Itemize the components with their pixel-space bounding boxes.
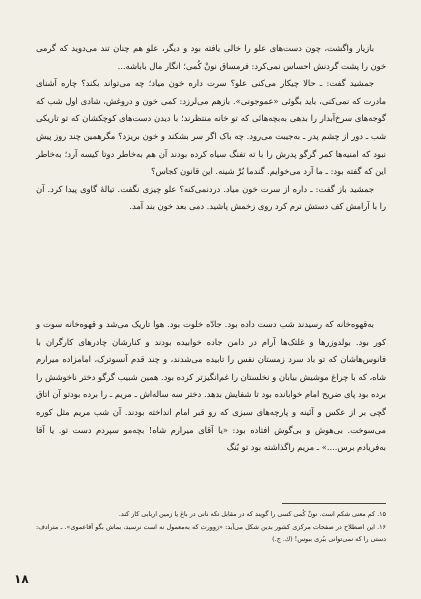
- footnote: ۱۵. کم معنی شکم است. نونْ کُمی کسی را گویند که در مقابل تکه نانی در باغ یا زمین اربابی کار کند.: [118, 510, 386, 518]
- page-number: ۱۸: [14, 572, 29, 586]
- body-text-upper: [36, 40, 386, 216]
- paragraph: به‌قهوه‌خانه که رسیدند شب دست داده بود. جادّه خلوت بود. هوا تاریک می‌شد و قهوه‌خانه سوت و کور بود. بولدوزرها و غلتک‌ها آرام در دامن جاده خوابیده بودند و کنارشان چادرهای کارگران با فانوس‌هاشان که تو باد سرد زمستان نفس را تابیده می‌شدند، و چند قدم آنسوترک، امامزاده میرارم شاه، که با چراغ موشیش بیابان و نخلستان را غم‌انگیزتر کرده بود. همین شبیب گرگو دختر ناخوشش را برده بود پای ضریح امام خوابانده بود تا شفایش بدهد. دختر سه ساله‌اش ـ مریم ـ را برده بودتو آن اتاق گچی بر از عکس و آئینه و پارچه‌های سبزی که رو قبر امام انداخته بودند. آن شب مریم مثل کوره می‌سوخت. بی‌هوش و بی‌گوش افتاده بود: «یا آقای میرارم شاه! بچه‌مو سپردم دست تو. یا آقا به‌فریادم برس....» ـ مریم راگذاشته بود تو بُنگ: [36, 319, 386, 453]
- footnotes: [36, 508, 386, 546]
- footnote-divider: [282, 503, 386, 504]
- body-text-lower: [36, 316, 386, 457]
- paragraph: بازیار واگشت، چون دست‌های علو را خالی یافته بود و دیگر، علو هم چنان تند می‌دوید که گرمی خون را پشت گردنش احساس نمی‌کرد: فرمساق نونْ کُمی؛ انگار مال باباشه...: [36, 43, 386, 71]
- paragraph: جمشید باز گفت: ـ داره از سرت خون میاد. دردنمی‌کنه؟ علو چیزی نگفت. تیالهٔ گاوی پیدا کرد. آن را با آرامش کف دستش نرم کرد روی زخمش پاشید. دمی بعد خون بند آمد.: [36, 183, 386, 212]
- paragraph: جمشید گفت: ـ حالا چیکار می‌کنی علو؟ سرت داره خون میاد؛ چه می‌تواند بکند؟ چاره آشنای مادرت که نمی‌کنی، باید بگوئی «عموجونی». بازهم می‌لرزد: کمی خون و دروغش، شادی اول شب که گوجه‌های سرخ‌آبدار را بدهی به‌بچه‌هائی که تو خانه منتظرند؛ با دیدن دست‌های کوچکشان که تو تاریکی شب ـ دور از چشم پدر ـ به‌جیبت می‌رود. چه باک اگر سر بشکند و خون بریزد؟ مگرهمین چند روز پیش نبود که امنیه‌ها کمر گرگو پدرش را با ته تفنگ سیاه کرده بودند آن هم به‌خاطر دوتا کیسه آرد؛ به‌خاطر این که گفته بود: ـ ما آرد می‌خوایم. گندما بُرْ شینه. این قانون کجاس؟: [36, 78, 386, 177]
- footnote: ۱۶. این اصطلاح در صفحات مرکزی کشور بدین شکل می‌آید: «زوورت که به‌معمول نه است نرسید، بماش بگو آقاعموی». ـ مترادف: دستی را که نمی‌توانی ببُری ببوس! (ك. ج.): [36, 522, 386, 544]
